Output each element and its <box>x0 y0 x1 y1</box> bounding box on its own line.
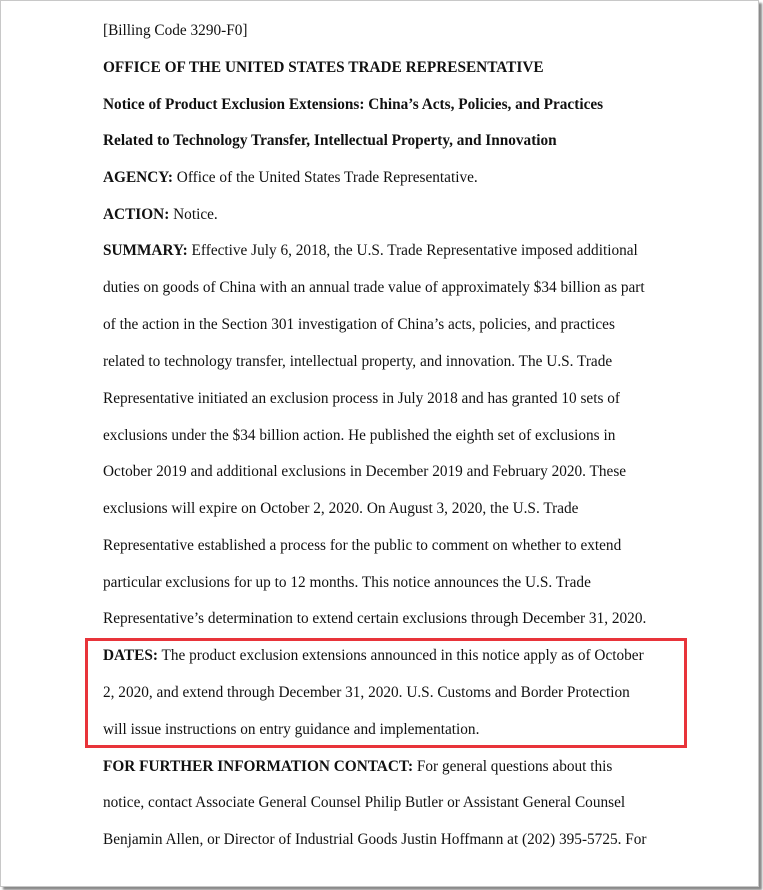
dates-text: The product exclusion extensions announced in this notice apply as of October <box>157 647 644 664</box>
billing-code: [Billing Code 3290-F0] <box>103 22 248 39</box>
summary-line: Representative initiated an exclusion process in July 2018 and has granted 10 sets of <box>103 390 620 407</box>
summary-line: related to technology transfer, intellectual property, and innovation. The U.S. Trade <box>103 353 613 370</box>
summary-line: particular exclusions for up to 12 months. This notice announces the U.S. Trade <box>103 574 591 591</box>
notice-title-line-1: Notice of Product Exclusion Extensions: China’s Acts, Policies, and Practices <box>103 96 604 113</box>
dates-line <box>103 646 644 666</box>
summary-label: SUMMARY: <box>103 242 188 259</box>
summary-line: exclusions under the $34 billion action. He published the eighth set of exclusions in <box>103 427 616 444</box>
summary-line: duties on goods of China with an annual trade value of approximately $34 billion as part <box>103 279 645 296</box>
notice-title-line-2: Related to Technology Transfer, Intellectual Property, and Innovation <box>103 132 557 149</box>
action-line <box>103 205 218 225</box>
summary-line: of the action in the Section 301 investigation of China’s acts, policies, and practices <box>103 316 615 333</box>
action-text: Notice. <box>169 206 218 223</box>
summary-text: Effective July 6, 2018, the U.S. Trade Representative imposed additional <box>187 242 638 259</box>
dates-label: DATES: <box>103 647 158 664</box>
summary-line: Representative established a process for the public to comment on whether to extend <box>103 537 622 554</box>
summary-line: exclusions will expire on October 2, 2020. On August 3, 2020, the U.S. Trade <box>103 500 579 517</box>
action-label: ACTION: <box>103 206 170 223</box>
contact-label: FOR FURTHER INFORMATION CONTACT: <box>103 758 414 775</box>
summary-line <box>103 241 638 261</box>
agency-line <box>103 168 478 188</box>
agency-text: Office of the United States Trade Representative. <box>172 169 478 186</box>
summary-line: Representative’s determination to extend certain exclusions through December 31, 2020. <box>103 610 647 627</box>
contact-text: For general questions about this <box>413 758 613 775</box>
summary-line: October 2019 and additional exclusions in December 2019 and February 2020. These <box>103 463 627 480</box>
contact-line: notice, contact Associate General Counsel Philip Butler or Assistant General Counsel <box>103 794 626 811</box>
contact-line: Benjamin Allen, or Director of Industrial Goods Justin Hoffmann at (202) 395-5725. For <box>103 831 647 848</box>
dates-line: 2, 2020, and extend through December 31, 2020. U.S. Customs and Border Protection <box>103 684 630 701</box>
agency-label: AGENCY: <box>103 169 173 186</box>
contact-line <box>103 757 612 777</box>
agency-header: OFFICE OF THE UNITED STATES TRADE REPRESENTATIVE <box>103 59 544 76</box>
dates-line: will issue instructions on entry guidance and implementation. <box>103 721 480 738</box>
